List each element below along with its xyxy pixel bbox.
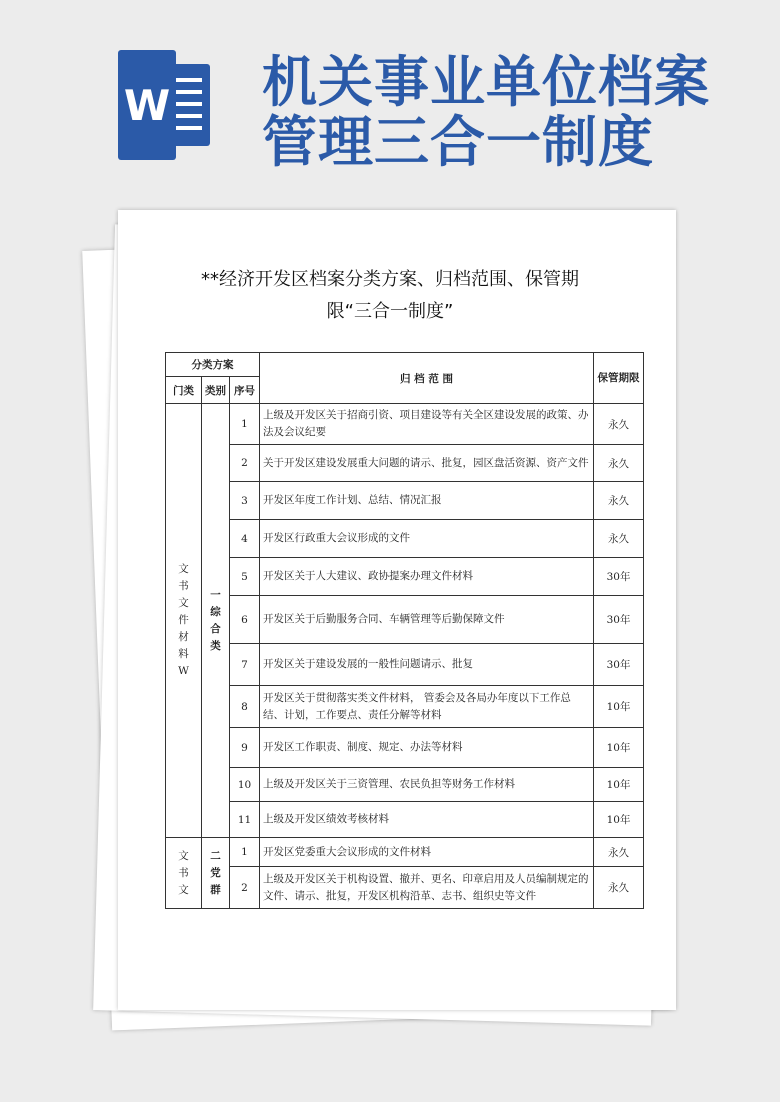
row-seq: 2 — [230, 445, 260, 482]
row-range: 开发区年度工作计划、总结、情况汇报 — [260, 482, 594, 520]
row-range: 开发区关于贯彻落实类文件材料， 管委会及各局办年度以下工作总结、计划，工作要点、责任分解等材料 — [260, 686, 594, 728]
table-row — [166, 838, 644, 867]
row-range: 关于开发区建设发展重大问题的请示、批复，园区盘活资源、资产文件 — [260, 445, 594, 482]
table-row — [166, 596, 644, 644]
row-seq: 7 — [230, 644, 260, 686]
row-keep: 永久 — [594, 838, 644, 867]
row-seq: 9 — [230, 728, 260, 768]
row-range: 开发区行政重大会议形成的文件 — [260, 520, 594, 558]
row-keep: 30年 — [594, 596, 644, 644]
banner-title-line2: 管理三合一制度 — [262, 109, 655, 174]
group1-category: 一综合类 — [202, 404, 230, 838]
row-range: 上级及开发区绩效考核材料 — [260, 802, 594, 838]
row-range: 开发区关于后勤服务合同、车辆管理等后勤保障文件 — [260, 596, 594, 644]
table-row — [166, 644, 644, 686]
row-seq: 11 — [230, 802, 260, 838]
table-row — [166, 404, 644, 445]
row-range: 开发区关于人大建议、政协提案办理文件材料 — [260, 558, 594, 596]
table-header-row — [166, 353, 644, 377]
row-seq: 5 — [230, 558, 260, 596]
row-seq: 4 — [230, 520, 260, 558]
row-keep: 10年 — [594, 768, 644, 802]
table-row — [166, 768, 644, 802]
header-category: 类别 — [202, 377, 230, 404]
header-scheme: 分类方案 — [166, 353, 260, 377]
row-keep: 10年 — [594, 728, 644, 768]
header-keep: 保管期限 — [594, 353, 644, 404]
table-row — [166, 445, 644, 482]
row-range: 开发区工作职责、制度、规定、办法等材料 — [260, 728, 594, 768]
row-seq: 1 — [230, 404, 260, 445]
table-row — [166, 482, 644, 520]
table-row — [166, 520, 644, 558]
table-row — [166, 558, 644, 596]
group2-door: 文书文 — [166, 838, 202, 909]
document-title-line1: **经济开发区档案分类方案、归档范围、保管期 — [201, 269, 579, 290]
banner-title — [262, 49, 711, 174]
group2-category: 二党群 — [202, 838, 230, 909]
row-range: 上级及开发区关于三资管理、农民负担等财务工作材料 — [260, 768, 594, 802]
row-seq: 3 — [230, 482, 260, 520]
archive-table — [165, 352, 644, 909]
group1-door: 文书文件材料W — [166, 404, 202, 838]
row-range: 开发区关于建设发展的一般性问题请示、批复 — [260, 644, 594, 686]
row-seq: 1 — [230, 838, 260, 867]
row-keep: 永久 — [594, 867, 644, 909]
row-seq: 10 — [230, 768, 260, 802]
row-keep: 30年 — [594, 644, 644, 686]
word-logo-letter: W — [118, 50, 176, 160]
row-keep: 10年 — [594, 802, 644, 838]
document-title-line2: 限“三合一制度” — [326, 301, 454, 322]
header-seq: 序号 — [230, 377, 260, 404]
row-range: 上级及开发区关于招商引资、项目建设等有关全区建设发展的政策、办法及会议纪要 — [260, 404, 594, 445]
row-keep: 永久 — [594, 404, 644, 445]
row-keep: 30年 — [594, 558, 644, 596]
banner — [0, 0, 780, 195]
row-range: 上级及开发区关于机构设置、撤并、更名、印章启用及人员编制规定的文件、请示、批复，开发区机构沿革、志书、组织史等文件 — [260, 867, 594, 909]
row-seq: 8 — [230, 686, 260, 728]
banner-title-line1: 机关事业单位档案 — [262, 49, 711, 114]
table-row — [166, 802, 644, 838]
row-keep: 永久 — [594, 482, 644, 520]
header-door: 门类 — [166, 377, 202, 404]
word-document-icon — [118, 50, 210, 160]
table-row — [166, 728, 644, 768]
row-keep: 永久 — [594, 445, 644, 482]
row-seq: 6 — [230, 596, 260, 644]
document-title — [160, 264, 620, 328]
row-keep: 永久 — [594, 520, 644, 558]
row-seq: 2 — [230, 867, 260, 909]
header-range: 归 档 范 围 — [260, 353, 594, 404]
table-row — [166, 867, 644, 909]
table-row — [166, 686, 644, 728]
row-range: 开发区党委重大会议形成的文件材料 — [260, 838, 594, 867]
row-keep: 10年 — [594, 686, 644, 728]
